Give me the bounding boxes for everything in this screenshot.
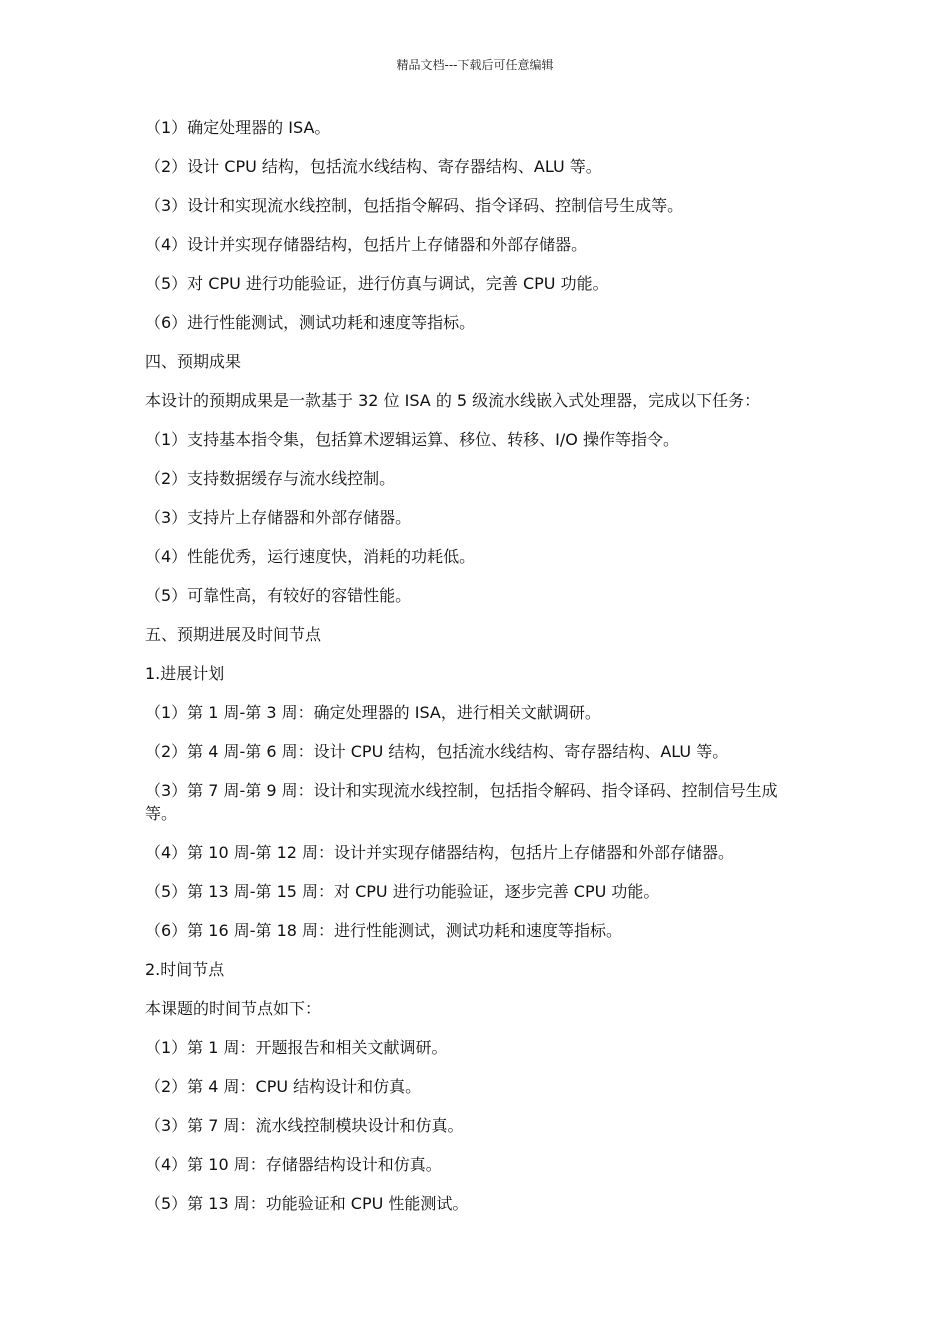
list-item: （3）第 7 周：流水线控制模块设计和仿真。 [145, 1116, 464, 1135]
body-paragraph: 本课题的时间节点如下： [145, 999, 322, 1018]
page-header: 精品文档---下载后可任意编辑 [396, 58, 554, 72]
list-item: （2）第 4 周：CPU 结构设计和仿真。 [145, 1077, 422, 1096]
list-item: （4）第 10 周-第 12 周：设计并实现存储器结构，包括片上存储器和外部存储器。 [145, 843, 735, 862]
list-item: （1）支持基本指令集，包括算术逻辑运算、移位、转移、I/O 操作等指令。 [145, 430, 679, 449]
list-item: （5）可靠性高，有较好的容错性能。 [145, 586, 412, 605]
subsection-heading: 2.时间节点 [145, 960, 225, 979]
list-item: （6）进行性能测试，测试功耗和速度等指标。 [145, 313, 476, 332]
list-item: （3）第 7 周-第 9 周：设计和实现流水线控制，包括指令解码、指令译码、控制信号生成等。 [145, 781, 778, 823]
list-item: （5）第 13 周：功能验证和 CPU 性能测试。 [145, 1194, 469, 1213]
subsection-heading: 1.进展计划 [145, 664, 225, 683]
list-item: （4）第 10 周：存储器结构设计和仿真。 [145, 1155, 442, 1174]
list-item: （5）第 13 周-第 15 周：对 CPU 进行功能验证，逐步完善 CPU 功能。 [145, 882, 660, 901]
list-item: （5）对 CPU 进行功能验证，进行仿真与调试，完善 CPU 功能。 [145, 274, 609, 293]
list-item: （2）设计 CPU 结构，包括流水线结构、寄存器结构、ALU 等。 [145, 157, 602, 176]
list-item: （3）设计和实现流水线控制，包括指令解码、指令译码、控制信号生成等。 [145, 196, 684, 215]
document-body [145, 116, 800, 1231]
list-item: （4）性能优秀，运行速度快，消耗的功耗低。 [145, 547, 476, 566]
section-heading: 五、预期进展及时间节点 [145, 625, 322, 644]
section-heading: 四、预期成果 [145, 352, 242, 371]
list-item: （2）第 4 周-第 6 周：设计 CPU 结构，包括流水线结构、寄存器结构、ALU 等。 [145, 742, 729, 761]
list-item: （1）第 1 周-第 3 周：确定处理器的 ISA，进行相关文献调研。 [145, 703, 601, 722]
list-item: （6）第 16 周-第 18 周：进行性能测试，测试功耗和速度等指标。 [145, 921, 623, 940]
body-paragraph: 本设计的预期成果是一款基于 32 位 ISA 的 5 级流水线嵌入式处理器，完成以下任务： [145, 391, 761, 410]
list-item: （1）第 1 周：开题报告和相关文献调研。 [145, 1038, 448, 1057]
list-item: （4）设计并实现存储器结构，包括片上存储器和外部存储器。 [145, 235, 588, 254]
list-item: （3）支持片上存储器和外部存储器。 [145, 508, 412, 527]
list-item: （1）确定处理器的 ISA。 [145, 118, 331, 137]
list-item: （2）支持数据缓存与流水线控制。 [145, 469, 396, 488]
